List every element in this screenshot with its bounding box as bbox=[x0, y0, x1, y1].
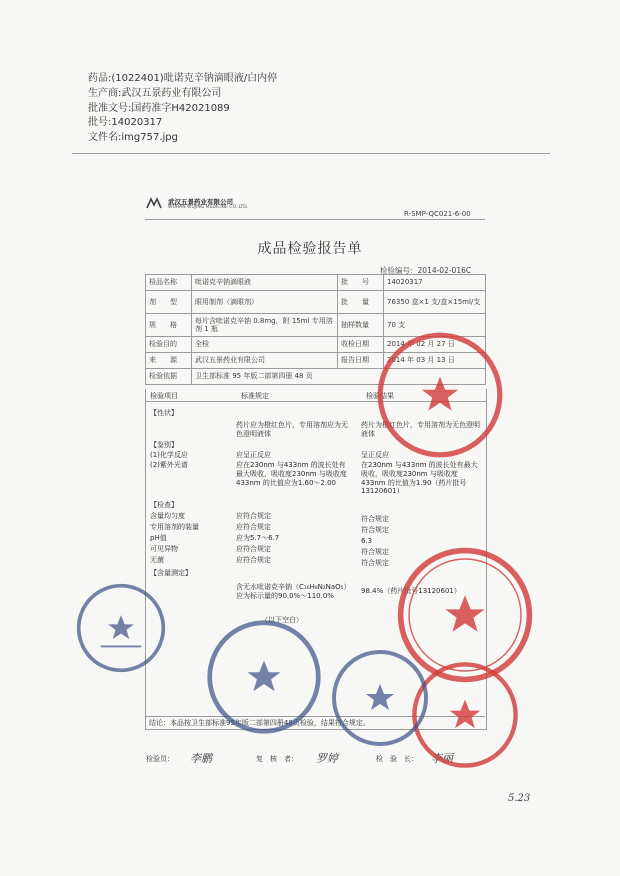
seal-icon bbox=[205, 618, 323, 736]
doc-code: R-SMP-QC021-6-00 bbox=[404, 210, 471, 218]
meta-approval: 批准文号:国药准字H42021089 bbox=[88, 102, 230, 114]
blank-note: （以下空白） bbox=[261, 616, 303, 624]
info-label: 来 源 bbox=[146, 353, 192, 369]
check-particles-standard: 应符合规定 bbox=[236, 545, 271, 553]
check-solvent-result: 符合规定 bbox=[361, 526, 389, 534]
checker-label: 检验员： bbox=[146, 755, 174, 763]
check-solvent-standard: 应符合规定 bbox=[236, 523, 271, 531]
check-ph: pH值 bbox=[150, 534, 167, 542]
info-value: 吡诺克辛钠滴眼液 bbox=[192, 275, 338, 291]
info-value: 每片含吡诺克辛钠 0.8mg，附 15ml 专用溶剂 1 瓶 bbox=[192, 314, 338, 337]
checker-signature: 李鹏 bbox=[190, 752, 212, 765]
assay-standard: 含无水吡诺克辛钠（C₁₆H₈N₂NaO₅）应为标示量的90.0%～110.0% bbox=[236, 583, 347, 600]
check-sterility-standard: 应符合规定 bbox=[236, 556, 271, 564]
meta-filename: 文件名:img757.jpg bbox=[88, 132, 178, 144]
info-value: 70 支 bbox=[384, 314, 486, 337]
report-title: 成品检验报告单 bbox=[257, 241, 363, 257]
ident-uv-result: 在230nm 与433nm 的波长处有最大吸收，吸收度230nm 与吸收度433nm 的比值为1.90（药片批号13120601） bbox=[361, 461, 478, 496]
info-value: 全检 bbox=[192, 337, 338, 353]
check-particles-result: 符合规定 bbox=[361, 548, 389, 556]
reviewer-signature: 罗婷 bbox=[316, 752, 338, 765]
col-header-result: 检验结果 bbox=[366, 392, 394, 400]
check-sterility-result: 符合规定 bbox=[361, 559, 389, 567]
info-value: 2014 年 02 月 27 日 bbox=[384, 337, 486, 353]
seal-icon bbox=[330, 648, 430, 748]
info-value: 14020317 bbox=[384, 275, 486, 291]
section-assay: 【含量测定】 bbox=[150, 569, 192, 577]
info-label: 批 号 bbox=[338, 275, 384, 291]
red-seal-upper bbox=[375, 330, 505, 460]
info-row bbox=[146, 275, 486, 291]
check-ph-standard: 应为5.7～6.7 bbox=[236, 534, 280, 542]
info-label: 剂 型 bbox=[146, 291, 192, 314]
col-header-item: 检验项目 bbox=[150, 392, 178, 400]
info-label: 检验依据 bbox=[146, 369, 192, 385]
check-uniformity-standard: 应符合规定 bbox=[236, 512, 271, 520]
info-label: 批 量 bbox=[338, 291, 384, 314]
ident-chemical-result: 呈正反应 bbox=[361, 451, 389, 459]
info-label: 检验目的 bbox=[146, 337, 192, 353]
section-identification: 【鉴别】 bbox=[150, 441, 178, 449]
approver-label: 检 验 长： bbox=[376, 755, 418, 763]
company-rule bbox=[145, 219, 485, 220]
blue-seal-right bbox=[330, 648, 430, 748]
info-label: 收检日期 bbox=[338, 337, 384, 353]
info-label: 报告日期 bbox=[338, 353, 384, 369]
blue-seal-left bbox=[75, 582, 167, 674]
info-value: 76350 盒×1 支/盒×15ml/支 bbox=[384, 291, 486, 314]
info-label: 检品名称 bbox=[146, 275, 192, 291]
info-value: 2014 年 03 月 13 日 bbox=[384, 353, 486, 369]
report-number: 检验编号：2014-02-016C bbox=[380, 266, 472, 275]
traits-standard: 药片应为橙红色片，专用溶剂应为无色澄明液体 bbox=[236, 421, 348, 438]
check-visible-particles: 可见异物 bbox=[150, 545, 178, 553]
seal-icon bbox=[375, 330, 505, 460]
assay-result: 98.4%（药片批号13120601） bbox=[361, 587, 461, 595]
info-value: 卫生部标准 95 年版二部第四册 48 页 bbox=[192, 369, 486, 385]
approver-signature: 李丽 bbox=[431, 752, 453, 765]
seal-icon bbox=[75, 582, 167, 674]
info-label: 抽样数量 bbox=[338, 314, 384, 337]
col-header-standard: 标准规定 bbox=[241, 392, 269, 400]
header-rule bbox=[72, 153, 550, 154]
reviewer-label: 复 核 者： bbox=[256, 755, 298, 763]
conclusion: 结论：本品按卫生部标准95年版二部第四册48页检验，结果符合规定。 bbox=[145, 716, 485, 729]
meta-product: 药品:(1022401)吡诺克辛钠滴眼液/白内停 bbox=[88, 73, 278, 84]
ident-uv-standard: 应在230nm 与433nm 的波长处有最大吸收，吸收度230nm 与吸收度433nm 的比值应为1.60～2.00 bbox=[236, 461, 347, 487]
company-name-en: WUHAN WUJING MEDICINE CO.,LTD. bbox=[168, 205, 249, 210]
info-label: 规 格 bbox=[146, 314, 192, 337]
section-check: 【检查】 bbox=[150, 501, 178, 509]
meta-manufacturer: 生产商:武汉五景药业有限公司 bbox=[88, 87, 222, 99]
traits-result: 药片为橙红色片，专用溶剂为无色澄明液体 bbox=[361, 421, 480, 438]
ident-uv: (2)紫外光谱 bbox=[150, 461, 188, 469]
check-sterility: 无菌 bbox=[150, 556, 164, 564]
file-meta bbox=[88, 72, 277, 146]
ident-chemical-standard: 应呈正反应 bbox=[236, 451, 271, 459]
handwritten-page-mark: 5.23 bbox=[508, 793, 531, 804]
check-solvent-volume: 专用溶剂的装量 bbox=[150, 523, 199, 531]
company-name: 武汉五景药业有限公司 bbox=[168, 198, 233, 206]
info-value: 眼用制剂（滴眼剂） bbox=[192, 291, 338, 314]
section-traits: 【性状】 bbox=[150, 409, 178, 417]
check-uniformity-result: 符合规定 bbox=[361, 515, 389, 523]
company-logo-icon bbox=[146, 196, 162, 210]
info-value: 武汉五景药业有限公司 bbox=[192, 353, 338, 369]
blue-seal-center bbox=[205, 618, 323, 736]
info-row bbox=[146, 291, 486, 314]
check-uniformity: 含量均匀度 bbox=[150, 512, 185, 520]
meta-batch: 批号:14020317 bbox=[88, 117, 163, 129]
check-ph-result: 6.3 bbox=[361, 537, 373, 545]
ident-chemical: (1)化学反应 bbox=[150, 451, 188, 459]
